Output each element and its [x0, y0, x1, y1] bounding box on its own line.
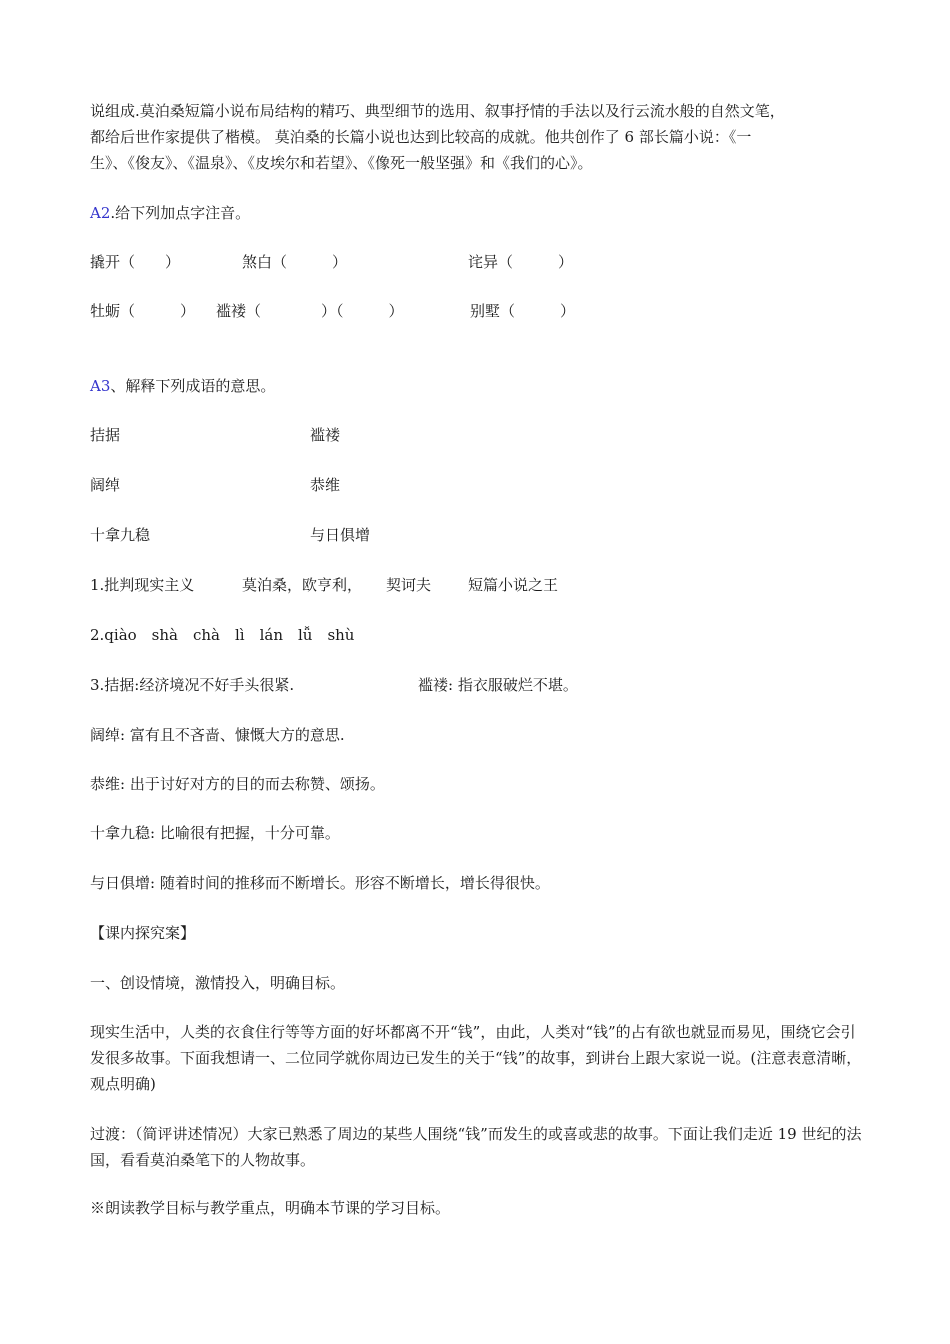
idiom-2: 褴褛	[310, 426, 341, 444]
a3-title: 、解释下列成语的意思。	[110, 377, 276, 395]
intro-line-2: 都给后世作家提供了楷模。 莫泊桑的长篇小说也达到比较高的成就。他共创作了 6 部长篇小说：《一	[90, 128, 752, 146]
a3-heading	[90, 373, 275, 399]
answer-shina: 十拿九稳: 比喻很有把握，十分可靠。	[90, 824, 340, 842]
a2-item-4: 牡蛎（ ）	[90, 302, 196, 320]
answer-3-left: 3.拮据:经济境况不好手头很紧.	[90, 676, 295, 694]
answer-kuochuo: 阔绰: 富有且不吝啬、慷慨大方的意思.	[90, 726, 345, 744]
explore-paragraph-1: 现实生活中，人类的衣食住行等等方面的好坏都离不开“钱”，由此，人类对“钱”的占有欲也就显而易见，围绕它会引发很多故事。下面我想请一、二位同学就你周边已发生的关于“钱”的故事，到讲台上跟大家说一说。(注意表意清晰，观点明确)	[90, 1023, 862, 1093]
explore-paragraph-2: 过渡：（简评讲述情况）大家已熟悉了周边的某些人围绕“钱”而发生的或喜或悲的故事。下面让我们走近 19 世纪的法国，看看莫泊桑笔下的人物故事。	[90, 1125, 862, 1169]
idiom-1: 拮据	[90, 426, 121, 444]
answer-1-part-4: 短篇小说之王	[468, 576, 559, 594]
a2-tag: A2	[90, 204, 111, 222]
a2-item-1: 撬开（ ）	[90, 253, 181, 271]
a2-heading	[90, 200, 250, 226]
a2-item-3: 诧异（ ）	[468, 253, 574, 271]
answer-1-part-2: 莫泊桑，欧亨利，	[242, 576, 363, 594]
explore-heading: 【课内探究案】	[90, 924, 196, 942]
answer-yuri: 与日俱增: 随着时间的推移而不断增长。形容不断增长，增长得很快。	[90, 874, 550, 892]
answer-2: 2.qiào shà chà lì lán lǚ shù	[90, 626, 355, 644]
intro-line-3: 生》、《俊友》、《温泉》、《皮埃尔和若望》、《像死一般坚强》和《我们的心》。	[90, 154, 593, 172]
idiom-5: 十拿九稳	[90, 526, 151, 544]
idiom-4: 恭维	[310, 476, 341, 494]
idiom-3: 阔绰	[90, 476, 121, 494]
idiom-6: 与日俱增	[310, 526, 371, 544]
explore-note: ※朗读教学目标与教学重点，明确本节课的学习目标。	[90, 1199, 451, 1217]
a2-item-5: 褴褛（ ）（ ）	[216, 302, 404, 320]
a3-tag: A3	[90, 377, 111, 395]
document-page	[90, 0, 870, 1344]
a2-item-6: 别墅（ ）	[470, 302, 576, 320]
a2-title: .给下列加点字注音。	[110, 204, 251, 222]
answer-gongwei: 恭维: 出于讨好对方的目的而去称赞、颂扬。	[90, 775, 385, 793]
answer-1-part-3: 契诃夫	[386, 576, 432, 594]
a2-item-2: 煞白（ ）	[242, 253, 348, 271]
answer-1-part-1: 1.批判现实主义	[90, 576, 195, 594]
explore-step-1: 一、创设情境，激情投入，明确目标。	[90, 974, 346, 992]
answer-3-right: 褴褛: 指衣服破烂不堪。	[418, 676, 578, 694]
intro-line-1: 说组成.莫泊桑短篇小说布局结构的精巧、典型细节的选用、叙事抒情的手法以及行云流水般的自然文笔，	[90, 102, 785, 120]
